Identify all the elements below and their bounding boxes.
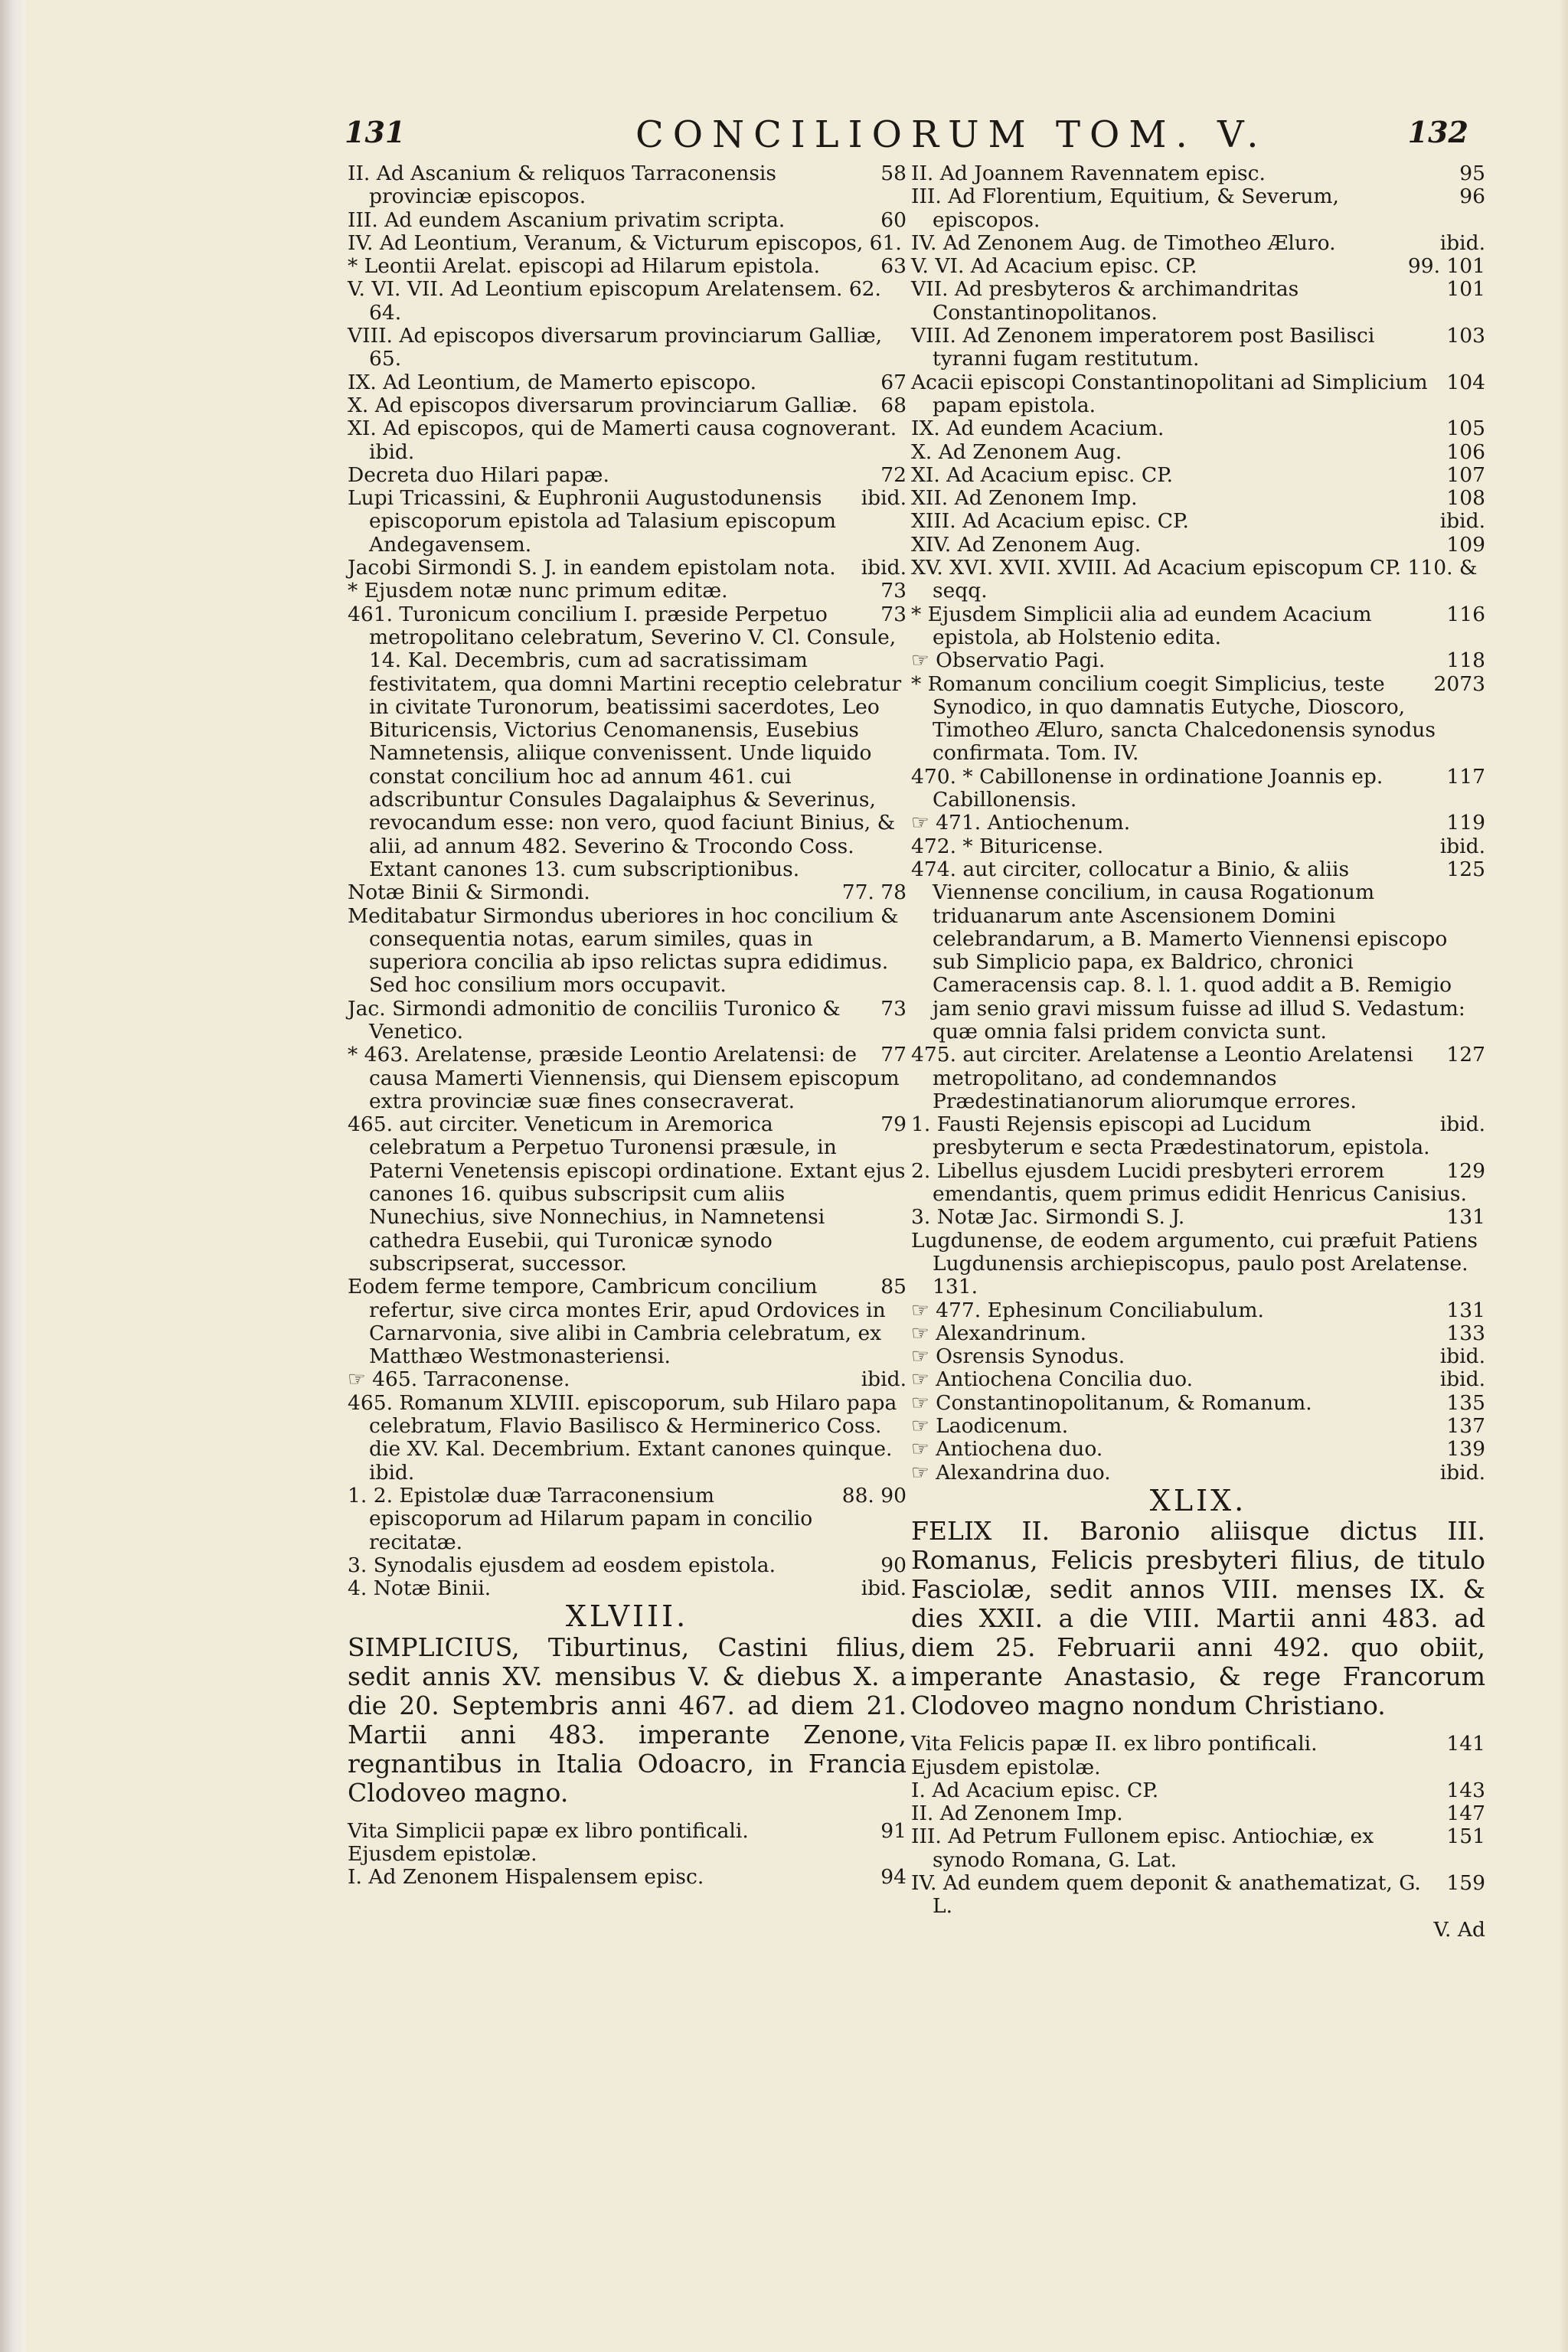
index-entry — [911, 858, 1485, 1044]
entry-page-ref: 127 — [1446, 1043, 1485, 1067]
entry-text: Vita Felicis papæ II. ex libro pontificali. — [911, 1732, 1318, 1756]
entry-page-ref: ibid. — [861, 1576, 906, 1601]
page-edge — [1560, 0, 1568, 2352]
index-entry — [348, 417, 906, 464]
index-entry — [348, 1843, 906, 1866]
entry-text: III. Ad Florentium, Equitium, & Severum, episcopos. — [911, 185, 1339, 232]
entry-page-ref: 135 — [1446, 1390, 1485, 1415]
index-entry — [911, 232, 1485, 255]
entry-text: Ejusdem epistolæ. — [348, 1842, 537, 1866]
entry-text: XIV. Ad Zenonem Aug. — [911, 532, 1142, 557]
entry-page-ref: 103 — [1446, 324, 1485, 348]
index-entry — [348, 1485, 906, 1554]
entry-page-ref: 106 — [1446, 439, 1485, 464]
index-entry — [911, 1392, 1485, 1415]
entry-page-ref: 91 — [880, 1818, 906, 1843]
index-entry — [911, 1345, 1485, 1368]
entry-text: Meditabatur Sirmondus uberiores in hoc concilium & consequentia notas, earum similes, quas in superiora concilia ab ipso relictas supra edidimus. Sed hoc consilium mors occupavit. — [348, 903, 899, 998]
entry-text: V. VI. Ad Acacium episc. CP. — [911, 254, 1197, 279]
index-entry — [911, 835, 1485, 858]
entry-page-ref: 118 — [1446, 648, 1485, 673]
section-48-entries — [348, 1820, 906, 1890]
entry-page-ref: 73 — [880, 602, 906, 626]
entry-page-ref: 143 — [1446, 1778, 1485, 1802]
entry-page-ref: 73 — [880, 579, 906, 603]
entry-page-ref: 108 — [1446, 486, 1485, 511]
index-entry — [348, 881, 906, 904]
index-entry — [911, 1113, 1485, 1160]
entry-page-ref: ibid. — [1439, 230, 1485, 255]
entry-page-ref: ibid. — [861, 1367, 906, 1392]
index-entry — [348, 603, 906, 882]
entry-text: 4. Notæ Binii. — [348, 1576, 492, 1601]
entry-text: Lugdunense, de eodem argumento, cui præfuit Patiens Lugdunensis archiepiscopus, paulo post Arelatense. 131. — [911, 1228, 1478, 1299]
index-entry — [911, 185, 1485, 232]
entry-text: VIII. Ad episcopos diversarum provinciarum Galliæ, 65. — [348, 324, 883, 371]
entry-text: II. Ad Joannem Ravennatem episc. — [911, 162, 1266, 185]
entry-page-ref: 116 — [1446, 602, 1485, 626]
entry-text: ☞ Antiochena duo. — [911, 1437, 1103, 1462]
entry-text: VII. Ad presbyteros & archimandritas Constantinopolitanos. — [911, 277, 1299, 325]
index-entry — [911, 464, 1485, 487]
entry-text: VIII. Ad Zenonem imperatorem post Basilisci tyranni fugam restitutum. — [911, 324, 1375, 371]
entry-text: 475. aut circiter. Arelatense a Leontio Arelatensi metropolitano, ad condemnandos Prædestinatianorum aliorumque errores. — [911, 1043, 1413, 1113]
index-entry — [911, 1415, 1485, 1438]
page-binding — [0, 0, 26, 2352]
index-entry — [348, 209, 906, 232]
entry-page-ref: 109 — [1446, 532, 1485, 557]
left-entries — [348, 162, 906, 1600]
index-entry — [911, 371, 1485, 418]
index-entry — [348, 232, 906, 255]
entry-text: ☞ Observatio Pagi. — [911, 648, 1106, 673]
index-entry — [911, 673, 1485, 766]
index-entry — [911, 1462, 1485, 1485]
index-entry — [911, 1299, 1485, 1322]
entry-text: XII. Ad Zenonem Imp. — [911, 486, 1138, 511]
entry-page-ref: 77 — [880, 1043, 906, 1067]
entry-text: Acacii episcopi Constantinopolitani ad Simplicium papam epistola. — [911, 370, 1428, 417]
entry-text: III. Ad Petrum Fullonem episc. Antiochiæ, ex synodo Romana, G. Lat. — [911, 1824, 1374, 1872]
entry-text: IX. Ad Leontium, de Mamerto episcopo. — [348, 370, 757, 394]
entry-page-ref: 77. 78 — [841, 880, 906, 905]
entry-text: ☞ Antiochena Concilia duo. — [911, 1367, 1194, 1392]
entry-page-ref: 139 — [1446, 1437, 1485, 1462]
entry-page-ref: 95 — [1459, 162, 1485, 185]
entry-text: 3. Synodalis ejusdem ad eosdem epistola. — [348, 1553, 776, 1577]
index-entry — [911, 278, 1485, 325]
entry-text: 474. aut circiter, collocatur a Binio, & aliis Viennense concilium, in causa Rogationum triduanarum ante Ascensionem Domini celebrandarum, a B. Mamerto Viennensi episcopo sub Simplicio papa, ex Baldrico, chronici Cameracensis cap. 8. l. 1. quod addit a B. Remigio jam senio gravi missum fuisse ad illud S. Vedastum: quæ omnia falsi pridem convicta sunt. — [911, 857, 1465, 1044]
right-entries — [911, 162, 1485, 1485]
left-column — [348, 162, 906, 1890]
entry-text: ☞ Osrensis Synodus. — [911, 1344, 1125, 1369]
entry-text: * 463. Arelatense, præside Leontio Arelatensi: de causa Mamerti Viennensis, qui Diensem episcopum extra provinciæ suæ fines consecraverat. — [348, 1043, 900, 1113]
entry-page-ref: 107 — [1446, 462, 1485, 487]
page-number-left: 131 — [345, 115, 406, 149]
index-entry — [911, 1825, 1485, 1872]
entry-page-ref: 131 — [1446, 1205, 1485, 1230]
entry-page-ref: 105 — [1446, 416, 1485, 441]
right-column — [911, 162, 1485, 1942]
index-entry — [348, 464, 906, 487]
entry-page-ref: 88. 90 — [841, 1483, 906, 1508]
entry-page-ref: 72 — [880, 462, 906, 487]
entry-page-ref: ibid. — [1439, 509, 1485, 534]
entry-text: 2. Libellus ejusdem Lucidi presbyteri errorem emendantis, quem primus edidit Henricus Canisius. — [911, 1158, 1467, 1207]
index-entry — [348, 580, 906, 603]
entry-page-ref: 79 — [880, 1112, 906, 1137]
section-intro-49: FELIX II. Baronio aliisque dictus III. Romanus, Felicis presbyteri filius, de titulo Fasciolæ, sedit annos VIII. menses IX. & dies XXII. a die VIII. Martii anni 483. ad diem 25. Februarii anni 492. quo obiit, imperante Anastasio, & rege Francorum Clodoveo magno nondum Christiano. — [911, 1516, 1485, 1721]
entry-page-ref: ibid. — [1439, 1112, 1485, 1137]
index-entry — [911, 1368, 1485, 1391]
entry-page-ref: 63 — [880, 254, 906, 279]
index-entry — [348, 1577, 906, 1600]
entry-text: 1. Fausti Rejensis episcopi ad Lucidum presbyterum e secta Prædestinatorum, epistola. — [911, 1112, 1430, 1160]
entry-text: Jacobi Sirmondi S. J. in eandem epistolam nota. — [348, 556, 836, 580]
entry-page-ref: 67 — [880, 370, 906, 394]
catchword: V. Ad — [1433, 1917, 1485, 1942]
index-entry — [911, 603, 1485, 650]
entry-text: XI. Ad Acacium episc. CP. — [911, 462, 1173, 487]
running-head: CONCILIORUM TOM. V. — [635, 113, 1268, 156]
entry-text: ☞ Alexandrinum. — [911, 1321, 1087, 1345]
index-entry — [348, 394, 906, 417]
entry-text: XIII. Ad Acacium episc. CP. — [911, 509, 1189, 534]
index-entry — [911, 1230, 1485, 1299]
index-entry — [911, 1872, 1485, 1919]
entry-text: I. Ad Acacium episc. CP. — [911, 1778, 1159, 1802]
index-entry — [911, 510, 1485, 533]
index-entry — [911, 812, 1485, 835]
index-entry — [911, 1206, 1485, 1229]
index-entry — [911, 441, 1485, 464]
index-entry — [911, 487, 1485, 510]
entry-text: 1. 2. Epistolæ duæ Tarraconensium episcoporum ad Hilarum papam in concilio recitatæ. — [348, 1483, 813, 1554]
entry-text: V. VI. VII. Ad Leontium episcopum Arelatensem. 62. 64. — [348, 277, 881, 325]
entry-page-ref: 94 — [880, 1865, 906, 1890]
index-entry — [911, 1322, 1485, 1345]
entry-text: * Ejusdem notæ nunc primum editæ. — [348, 579, 728, 603]
entry-page-ref: 85 — [880, 1275, 906, 1299]
entry-text: II. Ad Zenonem Imp. — [911, 1802, 1123, 1826]
entry-text: XV. XVI. XVII. XVIII. Ad Acacium episcopum CP. 110. & seqq. — [911, 556, 1478, 603]
index-entry — [911, 557, 1485, 603]
entry-page-ref: 119 — [1446, 811, 1485, 835]
index-entry — [348, 1554, 906, 1577]
section-numeral-48: XLVIII. — [565, 1599, 689, 1634]
entry-text: 465. Romanum XLVIII. episcoporum, sub Hilaro papa celebratum, Flavio Basilisco & Herminerico Coss. die XV. Kal. Decembrium. Extant canones quinque. ibid. — [348, 1390, 897, 1485]
entry-text: II. Ad Ascanium & reliquos Tarraconensis provinciæ episcopos. — [348, 162, 777, 209]
entry-text: Eodem ferme tempore, Cambricum concilium refertur, sive circa montes Erir, apud Ordovices in Carnarvonia, sive alibi in Cambria celebratum, ex Matthæo Westmonasteriensi. — [348, 1275, 886, 1369]
entry-text: IV. Ad Zenonem Aug. de Timotheo Æluro. — [911, 230, 1336, 255]
entry-text: III. Ad eundem Ascanium privatim scripta. — [348, 207, 786, 232]
entry-text: 3. Notæ Jac. Sirmondi S. J. — [911, 1205, 1185, 1230]
index-entry — [348, 1368, 906, 1391]
index-entry — [348, 371, 906, 394]
index-entry — [348, 1820, 906, 1843]
entry-page-ref: 58 — [880, 162, 906, 185]
entry-text: 470. * Cabillonense in ordinatione Joannis ep. Cabillonensis. — [911, 764, 1383, 812]
entry-page-ref: 133 — [1446, 1321, 1485, 1345]
index-entry — [911, 649, 1485, 672]
entry-page-ref: 117 — [1446, 764, 1485, 789]
entry-text: ☞ Alexandrina duo. — [911, 1460, 1111, 1485]
index-entry — [911, 1438, 1485, 1461]
entry-page-ref: ibid. — [1439, 1460, 1485, 1485]
entry-page-ref: 60 — [880, 207, 906, 232]
entry-text: Notæ Binii & Sirmondi. — [348, 880, 590, 905]
entry-page-ref: 141 — [1446, 1732, 1485, 1756]
entry-page-ref: 104 — [1446, 370, 1485, 394]
index-entry — [348, 325, 906, 371]
index-entry — [348, 1392, 906, 1485]
entry-page-ref: ibid. — [861, 486, 906, 511]
entry-page-ref: ibid. — [861, 556, 906, 580]
entry-text: ☞ 471. Antiochenum. — [911, 811, 1131, 835]
entry-text: ☞ Laodicenum. — [911, 1414, 1069, 1439]
index-entry — [911, 1756, 1485, 1779]
section-49-entries — [911, 1733, 1485, 1918]
entry-text: IV. Ad Leontium, Veranum, & Victurum episcopos, 61. — [348, 230, 902, 255]
index-entry — [348, 1113, 906, 1276]
entry-page-ref: 159 — [1446, 1871, 1485, 1895]
index-entry — [911, 162, 1485, 185]
index-entry — [911, 1779, 1485, 1802]
section-numeral-49: XLIX. — [1149, 1483, 1247, 1517]
index-entry — [348, 905, 906, 998]
index-entry — [911, 534, 1485, 557]
entry-text: Lupi Tricassini, & Euphronii Augustodunensis episcoporum epistola ad Talasium episcopum Andegavensem. — [348, 486, 836, 557]
entry-text: Vita Simplicii papæ ex libro pontificali. — [348, 1818, 749, 1843]
index-entry — [348, 1044, 906, 1113]
entry-page-ref: 147 — [1446, 1802, 1485, 1826]
entry-text: * Ejusdem Simplicii alia ad eundem Acacium epistola, ab Holstenio edita. — [911, 602, 1372, 649]
index-entry — [911, 1802, 1485, 1825]
entry-text: I. Ad Zenonem Hispalensem episc. — [348, 1865, 704, 1890]
index-entry — [911, 1160, 1485, 1207]
entry-text: * Leontii Arelat. episcopi ad Hilarum epistola. — [348, 254, 820, 279]
entry-page-ref: ibid. — [1439, 1367, 1485, 1392]
index-entry — [348, 278, 906, 325]
index-entry — [348, 1276, 906, 1368]
entry-text: Ejusdem epistolæ. — [911, 1755, 1101, 1779]
entry-page-ref: 99. 101 — [1407, 254, 1485, 279]
index-entry — [911, 255, 1485, 278]
index-entry — [911, 1044, 1485, 1113]
index-entry — [348, 1866, 906, 1889]
entry-text: XI. Ad episcopos, qui de Mamerti causa cognoverant. ibid. — [348, 416, 897, 464]
entry-page-ref: ibid. — [1439, 834, 1485, 858]
entry-page-ref: 2073 — [1433, 671, 1485, 696]
entry-page-ref: 101 — [1446, 277, 1485, 302]
index-entry — [348, 162, 906, 209]
index-entry — [911, 766, 1485, 812]
entry-text: X. Ad Zenonem Aug. — [911, 439, 1122, 464]
entry-page-ref: 96 — [1459, 185, 1485, 209]
entry-text: ☞ 465. Tarraconense. — [348, 1367, 570, 1392]
index-entry — [911, 1733, 1485, 1756]
index-entry — [348, 487, 906, 557]
entry-page-ref: ibid. — [1439, 1344, 1485, 1369]
section-intro-48: SIMPLICIUS, Tiburtinus, Castini filius, sedit annis XV. mensibus V. & diebus X. a die 20. Septembris anni 467. ad diem 21. Martii anni 483. imperante Zenone, regnantibus in Italia Odoacro, in Francia Clodoveo magno. — [348, 1632, 906, 1808]
index-entry — [348, 255, 906, 278]
entry-page-ref: 90 — [880, 1553, 906, 1577]
entry-text: ☞ Constantinopolitanum, & Romanum. — [911, 1390, 1312, 1415]
index-entry — [348, 998, 906, 1044]
entry-page-ref: 125 — [1446, 857, 1485, 881]
entry-text: IV. Ad eundem quem deponit & anathematizat, G. L. — [911, 1871, 1421, 1919]
entry-text: ☞ 477. Ephesinum Conciliabulum. — [911, 1298, 1264, 1322]
index-entry — [348, 557, 906, 580]
entry-page-ref: 68 — [880, 393, 906, 417]
entry-text: IX. Ad eundem Acacium. — [911, 416, 1165, 441]
entry-text: 461. Turonicum concilium I. præside Perpetuo metropolitano celebratum, Severino V. Cl. Consule, 14. Kal. Decembris, cum ad sacratissimam festivitatem, qua domni Martini receptio celebratur in civitate Turonorum, beatissimi sacerdotes, Leo Bituricensis, Victorius Cenomanensis, Eusebius Namnetensis, aliique convenissent. Unde liquido constat concilium hoc ad annum 461. cui adscribuntur Consules Dagalaiphus & Severinus, revocandum esse: non vero, quod faciunt Binius, & alii, ad annum 482. Severino & Trocondo Coss. Extant canones 13. cum subscriptionibus. — [348, 602, 902, 881]
entry-text: Jac. Sirmondi admonitio de conciliis Turonico & Venetico. — [348, 996, 841, 1044]
entry-text: X. Ad episcopos diversarum provinciarum Galliæ. — [348, 393, 858, 417]
index-entry — [911, 325, 1485, 371]
entry-text: 465. aut circiter. Veneticum in Aremorica celebratum a Perpetuo Turonensi præsule, in Paterni Venetensis episcopi ordinatione. Extant ejus canones 16. quibus subscripsit cum aliis Nunechius, sive Nonnechius, in Namnetensi cathedra Eusebii, qui Turonicæ synodo subscripserat, successor. — [348, 1112, 906, 1276]
entry-page-ref: 151 — [1446, 1824, 1485, 1849]
entry-text: 472. * Bituricense. — [911, 834, 1104, 858]
entry-text: * Romanum concilium coegit Simplicius, teste Synodico, in quo damnatis Eutyche, Dioscoro, Timotheo Æluro, sancta Chalcedonensis synodus confirmata. Tom. IV. — [911, 671, 1436, 766]
entry-page-ref: 131 — [1446, 1298, 1485, 1322]
page-number-right: 132 — [1407, 115, 1468, 149]
entry-page-ref: 137 — [1446, 1414, 1485, 1439]
entry-page-ref: 73 — [880, 996, 906, 1021]
index-entry — [911, 417, 1485, 440]
entry-page-ref: 129 — [1446, 1158, 1485, 1183]
entry-text: Decreta duo Hilari papæ. — [348, 462, 609, 487]
